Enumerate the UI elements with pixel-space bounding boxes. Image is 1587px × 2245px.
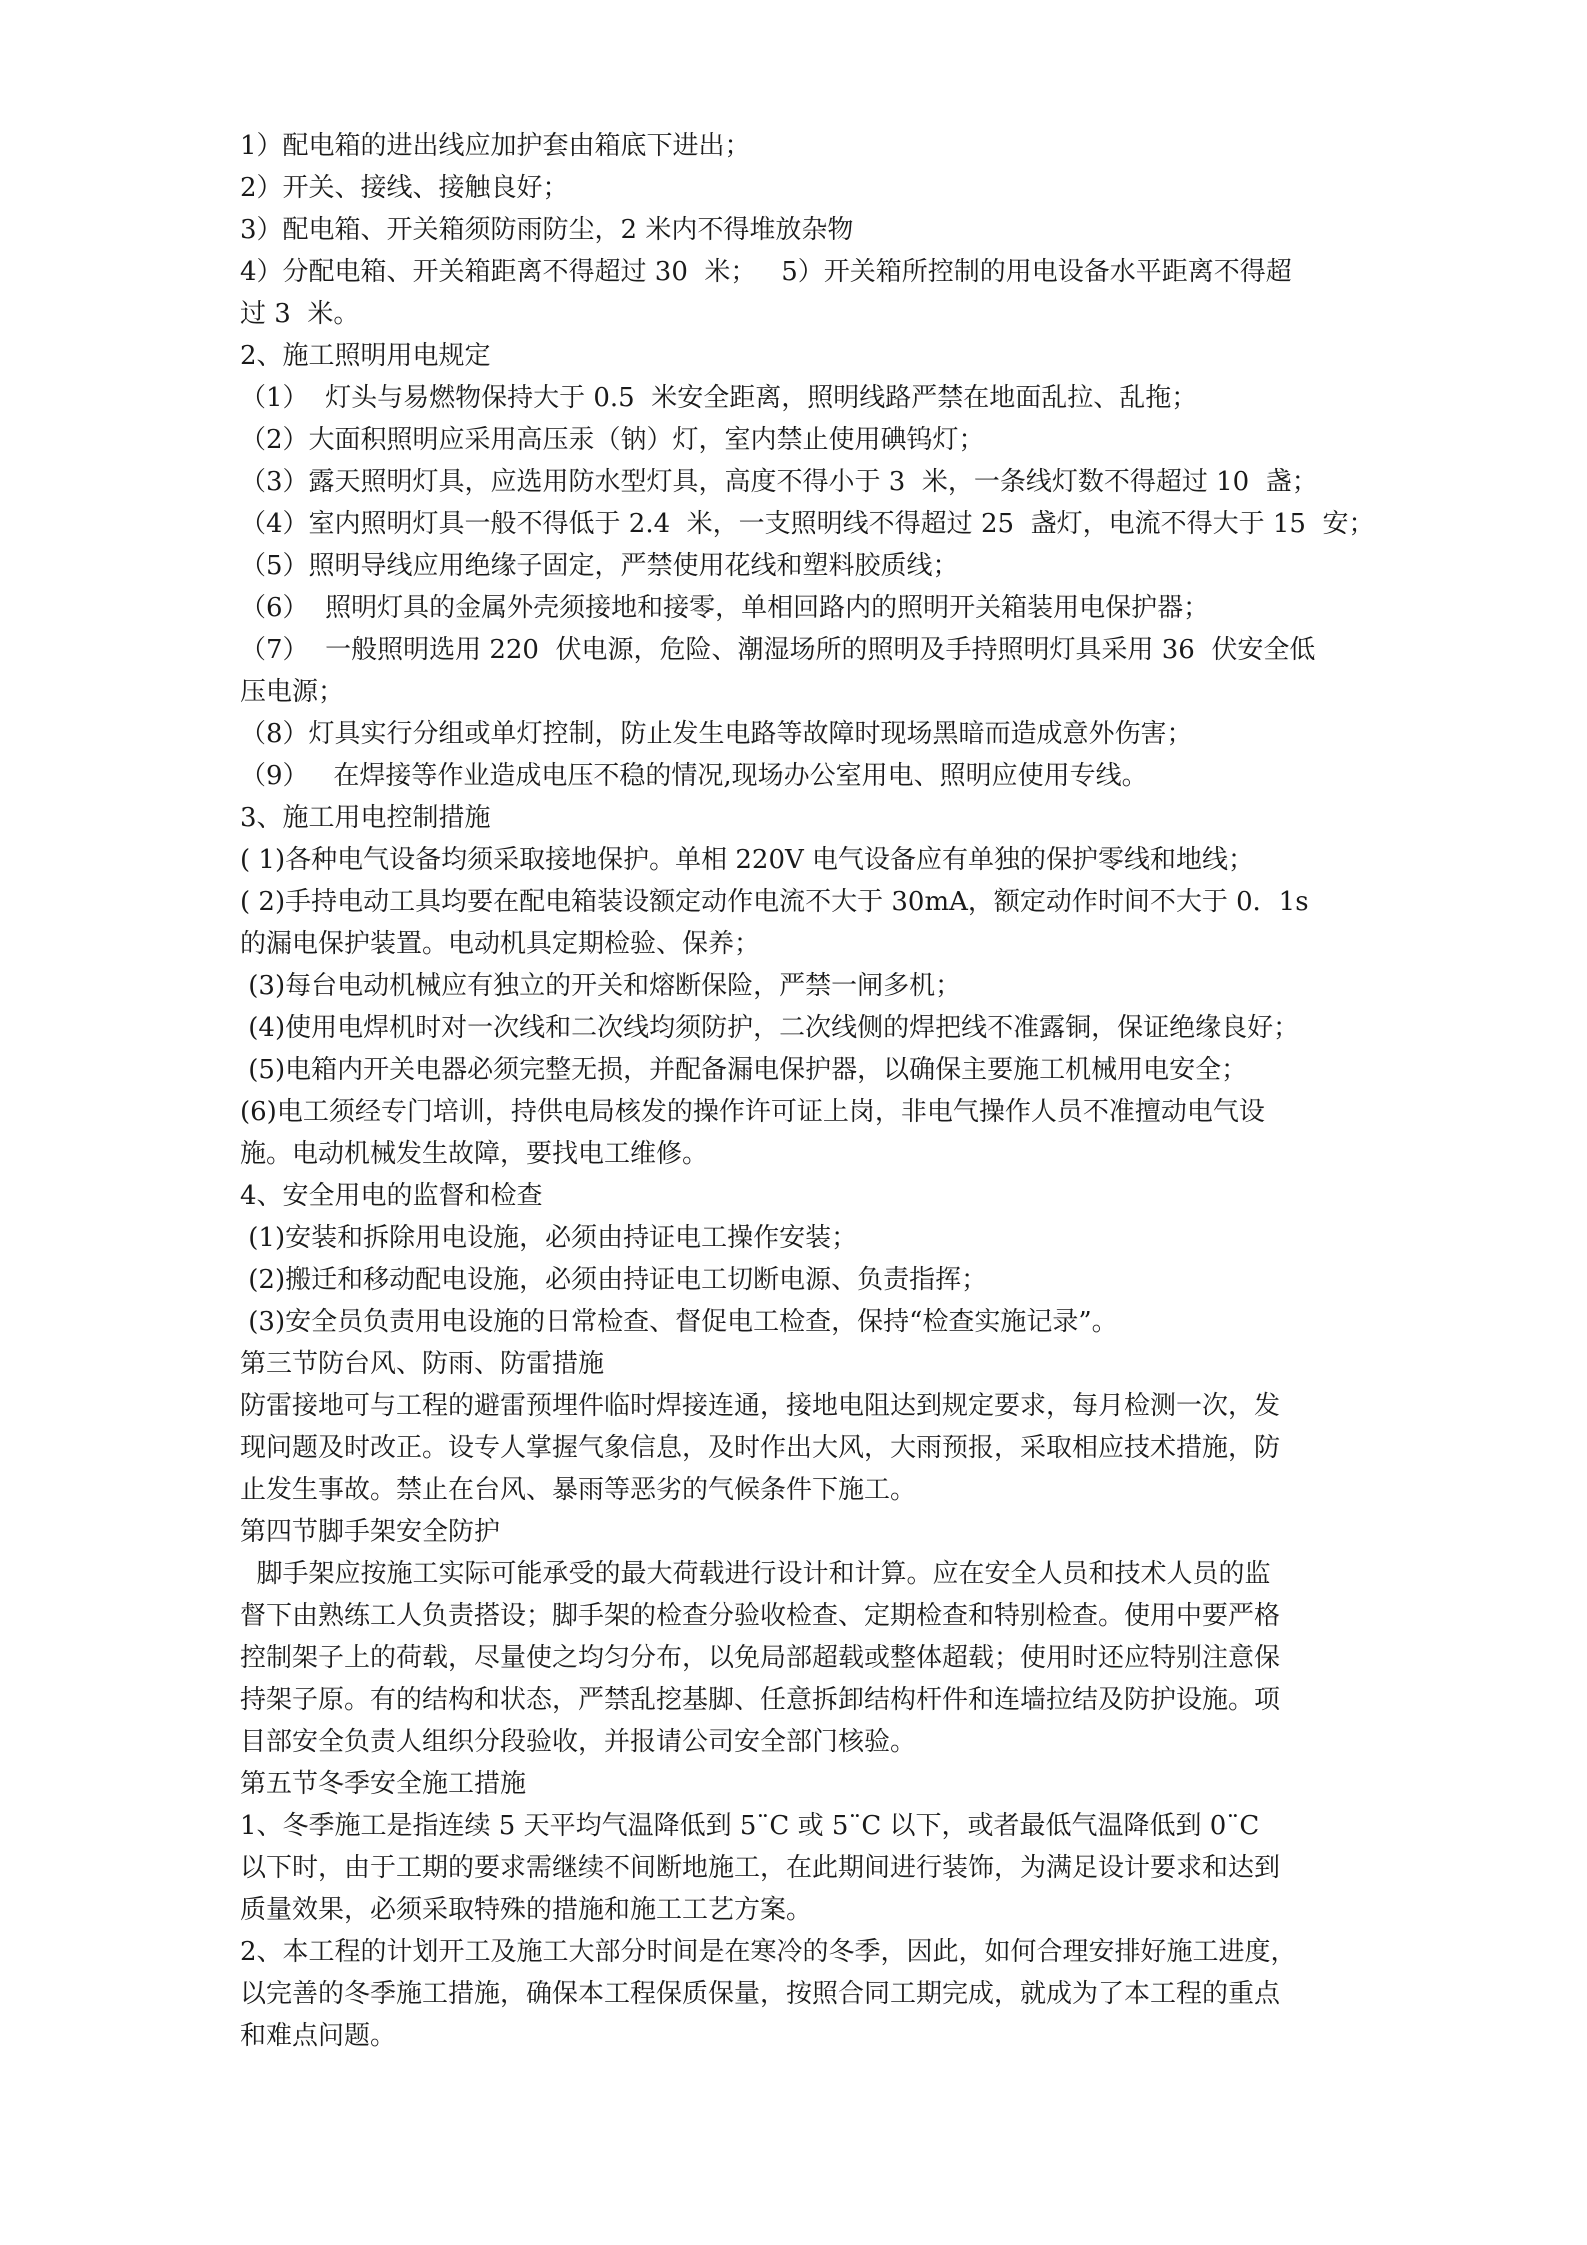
text-line: 4）分配电箱、开关箱距离不得超过 30 米； 5）开关箱所控制的用电设备水平距离不得超 bbox=[240, 257, 1292, 287]
text-line: （5）照明导线应用绝缘子固定，严禁使用花线和塑料胶质线； bbox=[240, 551, 959, 581]
text-line: 3）配电箱、开关箱须防雨防尘，2 米内不得堆放杂物 bbox=[240, 215, 854, 245]
text-line: ( 2)手持电动工具均要在配电箱装设额定动作电流不大于 30mA，额定动作时间不大于 0．1s bbox=[240, 887, 1309, 917]
text-line: 和难点问题。 bbox=[240, 2021, 397, 2051]
text-line: (3)安全员负责用电设施的日常检查、督促电工检查，保持“检查实施记录”。 bbox=[240, 1307, 1118, 1337]
text-line: (3)每台电动机械应有独立的开关和熔断保险，严禁一闸多机； bbox=[240, 971, 962, 1001]
text-line: 2、本工程的计划开工及施工大部分时间是在寒冷的冬季，因此，如何合理安排好施工进度， bbox=[240, 1937, 1297, 1967]
text-line: （8）灯具实行分组或单灯控制，防止发生电路等故障时现场黑暗而造成意外伤害； bbox=[240, 719, 1193, 749]
text-line: (1)安装和拆除用电设施，必须由持证电工操作安装； bbox=[240, 1223, 858, 1253]
text-line: 现问题及时改正。设专人掌握气象信息，及时作出大风，大雨预报，采取相应技术措施，防 bbox=[240, 1433, 1281, 1463]
text-line: (6)电工须经专门培训，持供电局核发的操作许可证上岗，非电气操作人员不准擅动电气设 bbox=[240, 1097, 1265, 1127]
text-line: 以完善的冬季施工措施，确保本工程保质保量，按照合同工期完成，就成为了本工程的重点 bbox=[240, 1979, 1281, 2009]
document-body bbox=[240, 125, 1375, 2057]
text-line: (5)电箱内开关电器必须完整无损，并配备漏电保护器，以确保主要施工机械用电安全； bbox=[240, 1055, 1248, 1085]
text-line: （6） 照明灯具的金属外壳须接地和接零，单相回路内的照明开关箱装用电保护器； bbox=[240, 593, 1210, 623]
text-line: （9） 在焊接等作业造成电压不稳的情况,现场办公室用电、照明应使用专线。 bbox=[240, 761, 1148, 791]
text-line: 以下时，由于工期的要求需继续不间断地施工，在此期间进行装饰，为满足设计要求和达到 bbox=[240, 1853, 1281, 1883]
text-line: 止发生事故。禁止在台风、暴雨等恶劣的气候条件下施工。 bbox=[240, 1475, 917, 1505]
text-line: 脚手架应按施工实际可能承受的最大荷载进行设计和计算。应在安全人员和技术人员的监 bbox=[240, 1559, 1271, 1589]
text-line: 的漏电保护装置。电动机具定期检验、保养； bbox=[240, 929, 761, 959]
text-line: 第四节脚手架安全防护 bbox=[240, 1517, 501, 1547]
text-line: 质量效果，必须采取特殊的措施和施工工艺方案。 bbox=[240, 1895, 813, 1925]
text-line: 持架子原。有的结构和状态，严禁乱挖基脚、任意拆卸结构杆件和连墙拉结及防护设施。项 bbox=[240, 1685, 1281, 1715]
text-line: 防雷接地可与工程的避雷预埋件临时焊接连通，接地电阻达到规定要求，每月检测一次，发 bbox=[240, 1391, 1281, 1421]
text-line: （1） 灯头与易燃物保持大于 0.5 米安全距离，照明线路严禁在地面乱拉、乱拖； bbox=[240, 383, 1198, 413]
text-line: 目部安全负责人组织分段验收，并报请公司安全部门核验。 bbox=[240, 1727, 917, 1757]
text-line: 第五节冬季安全施工措施 bbox=[240, 1769, 527, 1799]
text-line: 3、施工用电控制措施 bbox=[240, 803, 491, 833]
text-line: （2）大面积照明应采用高压汞（钠）灯，室内禁止使用碘钨灯； bbox=[240, 425, 985, 455]
text-line: （3）露天照明灯具，应选用防水型灯具，高度不得小于 3 米，一条线灯数不得超过 10 盏； bbox=[240, 467, 1318, 497]
text-line: 1）配电箱的进出线应加护套由箱底下进出； bbox=[240, 131, 751, 161]
text-line: ( 1)各种电气设备均须采取接地保护。单相 220V 电气设备应有单独的保护零线和地线； bbox=[240, 845, 1255, 875]
text-line: 4、安全用电的监督和检查 bbox=[240, 1181, 543, 1211]
text-line: 2）开关、接线、接触良好； bbox=[240, 173, 569, 203]
text-line: 过 3 米。 bbox=[240, 299, 360, 329]
text-line: 第三节防台风、防雨、防雷措施 bbox=[240, 1349, 605, 1379]
text-line: （7） 一般照明选用 220 伏电源，危险、潮湿场所的照明及手持照明灯具采用 36 伏安全低 bbox=[240, 635, 1316, 665]
text-line: 2、施工照明用电规定 bbox=[240, 341, 491, 371]
text-line: （4）室内照明灯具一般不得低于 2.4 米，一支照明线不得超过 25 盏灯，电流不得大于 15 安； bbox=[240, 509, 1375, 539]
text-line: 1、冬季施工是指连续 5 天平均气温降低到 5¨C 或 5¨C 以下，或者最低气温降低到 0¨C bbox=[240, 1811, 1260, 1841]
text-line: 压电源； bbox=[240, 677, 345, 707]
text-line: (2)搬迁和移动配电设施，必须由持证电工切断电源、负责指挥； bbox=[240, 1265, 988, 1295]
text-line: (4)使用电焊机时对一次线和二次线均须防护，二次线侧的焊把线不准露铜，保证绝缘良好； bbox=[240, 1013, 1300, 1043]
text-line: 督下由熟练工人负责搭设；脚手架的检查分验收检查、定期检查和特别检查。使用中要严格 bbox=[240, 1601, 1281, 1631]
text-line: 控制架子上的荷载，尽量使之均匀分布，以免局部超载或整体超载；使用时还应特别注意保 bbox=[240, 1643, 1281, 1673]
text-line: 施。电动机械发生故障，要找电工维修。 bbox=[240, 1139, 709, 1169]
